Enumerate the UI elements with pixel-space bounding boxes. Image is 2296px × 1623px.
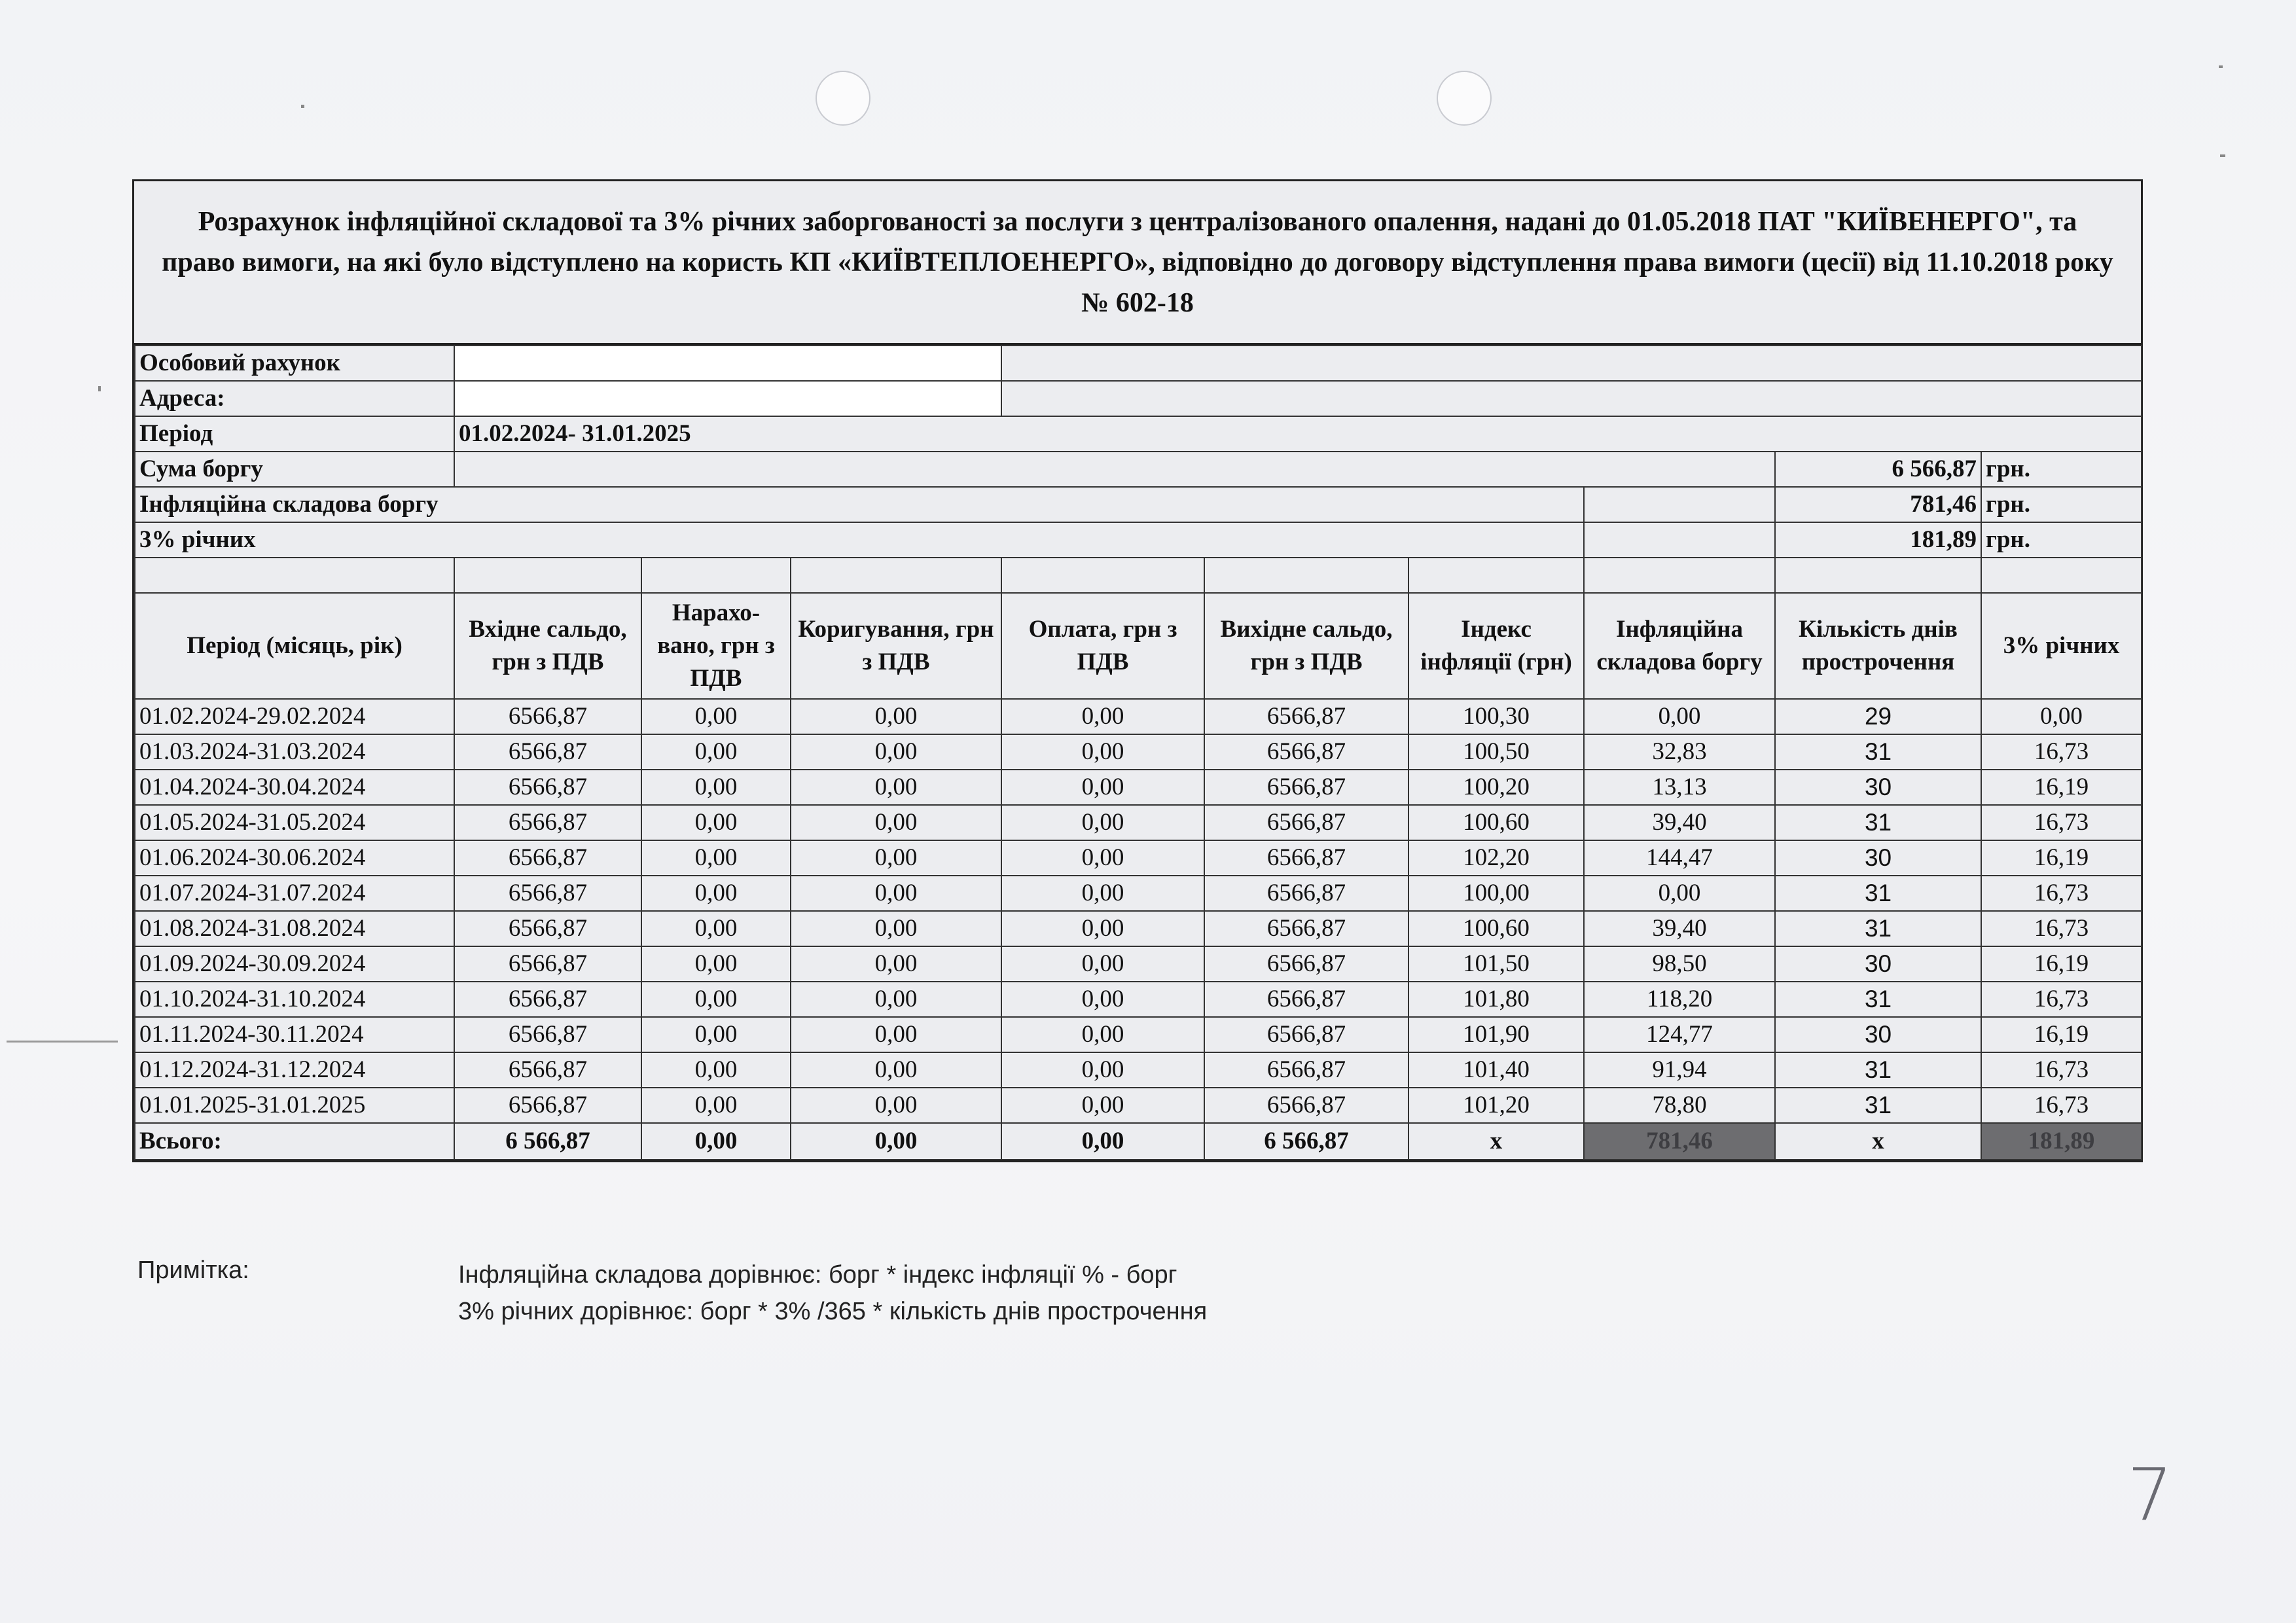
cell-inflation-index: 101,20 [1408,1088,1584,1123]
cell-adjustment: 0,00 [791,1088,1001,1123]
cell-inflation-component: 118,20 [1584,982,1775,1017]
annual-value: 181,89 [1775,522,1981,558]
cell-inflation-component: 39,40 [1584,805,1775,840]
cell-payment: 0,00 [1001,1052,1204,1088]
cell-overdue-days: 29 [1775,699,1981,734]
cell-overdue-days: 31 [1775,982,1981,1017]
calculation-table-frame [132,179,2143,1162]
cell-overdue-days: 31 [1775,805,1981,840]
debt-row [135,452,2142,487]
cell-inflation-component: 39,40 [1584,911,1775,946]
scan-speck [98,386,101,391]
cell-adjustment: 0,00 [791,911,1001,946]
spacer-cell [1775,558,1981,593]
cell-payment: 0,00 [1001,840,1204,876]
debt-label: Сума боргу [135,452,454,487]
header-inflation-component: Інфляційна складова боргу [1584,593,1775,699]
cell-inflation-index: 102,20 [1408,840,1584,876]
cell-inflation-component: 0,00 [1584,699,1775,734]
spacer-cell [1204,558,1408,593]
total-label: Всього: [135,1123,454,1160]
cell-adjustment: 0,00 [791,805,1001,840]
cell-period: 01.06.2024-30.06.2024 [135,840,454,876]
cell-closing-balance: 6566,87 [1204,911,1408,946]
address-empty-cell [1001,381,2142,416]
cell-period: 01.08.2024-31.08.2024 [135,911,454,946]
cell-payment: 0,00 [1001,982,1204,1017]
footnote-lines [458,1257,1440,1330]
cell-closing-balance: 6566,87 [1204,946,1408,982]
total-adjustment: 0,00 [791,1123,1001,1160]
table-row [135,1088,2142,1123]
period-label: Період [135,416,454,452]
cell-adjustment: 0,00 [791,734,1001,770]
punch-hole [816,71,870,126]
header-adjustment: Коригування, грн з ПДВ [791,593,1001,699]
cell-closing-balance: 6566,87 [1204,734,1408,770]
total-annual-3pct: 181,89 [1981,1123,2142,1160]
cell-accrued: 0,00 [641,734,791,770]
cell-opening-balance: 6566,87 [454,982,641,1017]
cell-annual-3pct: 16,73 [1981,982,2142,1017]
scan-speck [2219,65,2223,68]
cell-inflation-component: 91,94 [1584,1052,1775,1088]
spacer-cell [454,558,641,593]
header-period: Період (місяць, рік) [135,593,454,699]
debt-empty-cell [454,452,1775,487]
table-row [135,770,2142,805]
cell-overdue-days: 30 [1775,946,1981,982]
cell-payment: 0,00 [1001,1017,1204,1052]
scan-speck [2220,154,2225,157]
scan-speck [301,105,304,108]
account-value-redacted [454,346,1001,381]
cell-period: 01.11.2024-30.11.2024 [135,1017,454,1052]
inflation-label: Інфляційна складова боргу [135,487,1584,522]
cell-accrued: 0,00 [641,946,791,982]
total-index-mark: x [1408,1123,1584,1160]
table-row [135,1017,2142,1052]
cell-accrued: 0,00 [641,770,791,805]
cell-accrued: 0,00 [641,982,791,1017]
cell-accrued: 0,00 [641,876,791,911]
annual-currency: грн. [1981,522,2142,558]
annual-row [135,522,2142,558]
table-row [135,911,2142,946]
address-value-redacted [454,381,1001,416]
cell-opening-balance: 6566,87 [454,805,641,840]
inflation-currency: грн. [1981,487,2142,522]
cell-inflation-index: 101,90 [1408,1017,1584,1052]
cell-accrued: 0,00 [641,911,791,946]
period-value: 01.02.2024- 31.01.2025 [454,416,2142,452]
cell-annual-3pct: 16,73 [1981,911,2142,946]
period-row [135,416,2142,452]
cell-inflation-component: 0,00 [1584,876,1775,911]
header-payment: Оплата, грн з ПДВ [1001,593,1204,699]
cell-closing-balance: 6566,87 [1204,770,1408,805]
cell-adjustment: 0,00 [791,1052,1001,1088]
annual-label: 3% річних [135,522,1584,558]
cell-payment: 0,00 [1001,911,1204,946]
cell-closing-balance: 6566,87 [1204,840,1408,876]
cell-accrued: 0,00 [641,805,791,840]
address-row [135,381,2142,416]
cell-accrued: 0,00 [641,1017,791,1052]
total-inflation-component: 781,46 [1584,1123,1775,1160]
cell-inflation-index: 101,50 [1408,946,1584,982]
cell-overdue-days: 30 [1775,1017,1981,1052]
cell-payment: 0,00 [1001,1088,1204,1123]
footnote-line-inflation: Інфляційна складова дорівнює: борг * індекс інфляції % - борг [458,1261,1177,1289]
cell-overdue-days: 31 [1775,1052,1981,1088]
inflation-row [135,487,2142,522]
cell-inflation-index: 101,40 [1408,1052,1584,1088]
cell-period: 01.04.2024-30.04.2024 [135,770,454,805]
punch-hole [1437,71,1492,126]
spacer-row [135,558,2142,593]
scan-streak [7,1041,118,1043]
debt-value: 6 566,87 [1775,452,1981,487]
cell-overdue-days: 31 [1775,911,1981,946]
spacer-cell [135,558,454,593]
cell-payment: 0,00 [1001,770,1204,805]
cell-inflation-component: 144,47 [1584,840,1775,876]
cell-closing-balance: 6566,87 [1204,982,1408,1017]
cell-accrued: 0,00 [641,699,791,734]
address-label: Адреса: [135,381,454,416]
cell-inflation-component: 78,80 [1584,1088,1775,1123]
cell-inflation-component: 13,13 [1584,770,1775,805]
header-closing-balance: Вихідне сальдо, грн з ПДВ [1204,593,1408,699]
cell-annual-3pct: 16,73 [1981,1052,2142,1088]
cell-closing-balance: 6566,87 [1204,699,1408,734]
table-row [135,982,2142,1017]
cell-period: 01.03.2024-31.03.2024 [135,734,454,770]
inflation-empty-cell [1584,487,1775,522]
cell-overdue-days: 31 [1775,876,1981,911]
spacer-cell [641,558,791,593]
cell-annual-3pct: 16,19 [1981,946,2142,982]
cell-annual-3pct: 16,73 [1981,805,2142,840]
header-inflation-index: Індекс інфляції (грн) [1408,593,1584,699]
cell-accrued: 0,00 [641,1052,791,1088]
cell-annual-3pct: 16,19 [1981,770,2142,805]
cell-closing-balance: 6566,87 [1204,1088,1408,1123]
cell-adjustment: 0,00 [791,946,1001,982]
cell-inflation-component: 124,77 [1584,1017,1775,1052]
cell-annual-3pct: 16,73 [1981,734,2142,770]
cell-payment: 0,00 [1001,946,1204,982]
cell-inflation-index: 101,80 [1408,982,1584,1017]
cell-period: 01.02.2024-29.02.2024 [135,699,454,734]
cell-inflation-index: 100,50 [1408,734,1584,770]
header-accrued: Нарахо-вано, грн з ПДВ [641,593,791,699]
cell-opening-balance: 6566,87 [454,734,641,770]
table-row [135,840,2142,876]
cell-adjustment: 0,00 [791,770,1001,805]
cell-period: 01.10.2024-31.10.2024 [135,982,454,1017]
table-row [135,1052,2142,1088]
cell-opening-balance: 6566,87 [454,1052,641,1088]
spacer-cell [791,558,1001,593]
cell-period: 01.07.2024-31.07.2024 [135,876,454,911]
cell-payment: 0,00 [1001,699,1204,734]
cell-inflation-index: 100,30 [1408,699,1584,734]
column-header-row [135,593,2142,699]
total-days-mark: x [1775,1123,1981,1160]
cell-closing-balance: 6566,87 [1204,1052,1408,1088]
total-accrued: 0,00 [641,1123,791,1160]
spacer-cell [1584,558,1775,593]
cell-annual-3pct: 16,19 [1981,840,2142,876]
cell-payment: 0,00 [1001,734,1204,770]
account-label: Особовий рахунок [135,346,454,381]
cell-closing-balance: 6566,87 [1204,1017,1408,1052]
total-closing-balance: 6 566,87 [1204,1123,1408,1160]
cell-inflation-index: 100,60 [1408,911,1584,946]
total-row [135,1123,2142,1160]
cell-adjustment: 0,00 [791,840,1001,876]
cell-inflation-index: 100,20 [1408,770,1584,805]
footnote-label: Примітка: [137,1257,249,1284]
cell-inflation-component: 98,50 [1584,946,1775,982]
cell-inflation-component: 32,83 [1584,734,1775,770]
cell-opening-balance: 6566,87 [454,876,641,911]
spacer-cell [1981,558,2142,593]
account-row [135,346,2142,381]
cell-opening-balance: 6566,87 [454,946,641,982]
table-row [135,734,2142,770]
cell-opening-balance: 6566,87 [454,840,641,876]
cell-inflation-index: 100,00 [1408,876,1584,911]
table-row [135,805,2142,840]
document-title: Розрахунок інфляційної складової та 3% річних заборгованості за послуги з централізованого опалення, надані до 01.05.2018 ПАТ "КИЇВЕНЕРГО", та право вимоги, на які було відступлено на користь КП «КИЇВТЕПЛОЕНЕРГО», відповідно до договору відступлення права вимоги (цесії) від 11.10.2018 року № 602-18 [134,181,2141,345]
header-overdue-days: Кількість днів прострочення [1775,593,1981,699]
cell-overdue-days: 31 [1775,734,1981,770]
cell-inflation-index: 100,60 [1408,805,1584,840]
cell-annual-3pct: 16,73 [1981,876,2142,911]
cell-adjustment: 0,00 [791,876,1001,911]
cell-opening-balance: 6566,87 [454,1017,641,1052]
cell-overdue-days: 30 [1775,840,1981,876]
table-row [135,946,2142,982]
cell-period: 01.05.2024-31.05.2024 [135,805,454,840]
debt-currency: грн. [1981,452,2142,487]
cell-opening-balance: 6566,87 [454,911,641,946]
cell-payment: 0,00 [1001,876,1204,911]
cell-closing-balance: 6566,87 [1204,805,1408,840]
table-row [135,699,2142,734]
cell-adjustment: 0,00 [791,1017,1001,1052]
spacer-cell [1408,558,1584,593]
cell-accrued: 0,00 [641,1088,791,1123]
total-payment: 0,00 [1001,1123,1204,1160]
cell-opening-balance: 6566,87 [454,699,641,734]
cell-opening-balance: 6566,87 [454,770,641,805]
cell-opening-balance: 6566,87 [454,1088,641,1123]
account-empty-cell [1001,346,2142,381]
cell-payment: 0,00 [1001,805,1204,840]
table-row [135,876,2142,911]
header-opening-balance: Вхідне сальдо, грн з ПДВ [454,593,641,699]
cell-period: 01.01.2025-31.01.2025 [135,1088,454,1123]
cell-adjustment: 0,00 [791,982,1001,1017]
footnote-line-annual: 3% річних дорівнює: борг * 3% /365 * кількість днів прострочення [458,1298,1208,1325]
cell-period: 01.09.2024-30.09.2024 [135,946,454,982]
cell-period: 01.12.2024-31.12.2024 [135,1052,454,1088]
cell-annual-3pct: 16,19 [1981,1017,2142,1052]
total-opening-balance: 6 566,87 [454,1123,641,1160]
cell-annual-3pct: 16,73 [1981,1088,2142,1123]
inflation-value: 781,46 [1775,487,1981,522]
data-rows [135,699,2142,1123]
spacer-cell [1001,558,1204,593]
cell-closing-balance: 6566,87 [1204,876,1408,911]
cell-annual-3pct: 0,00 [1981,699,2142,734]
calculation-table [134,345,2142,1160]
cell-overdue-days: 30 [1775,770,1981,805]
cell-accrued: 0,00 [641,840,791,876]
header-annual-3pct: 3% річних [1981,593,2142,699]
handwritten-page-number: 7 [2127,1453,2173,1537]
annual-empty-cell [1584,522,1775,558]
cell-overdue-days: 31 [1775,1088,1981,1123]
cell-adjustment: 0,00 [791,699,1001,734]
